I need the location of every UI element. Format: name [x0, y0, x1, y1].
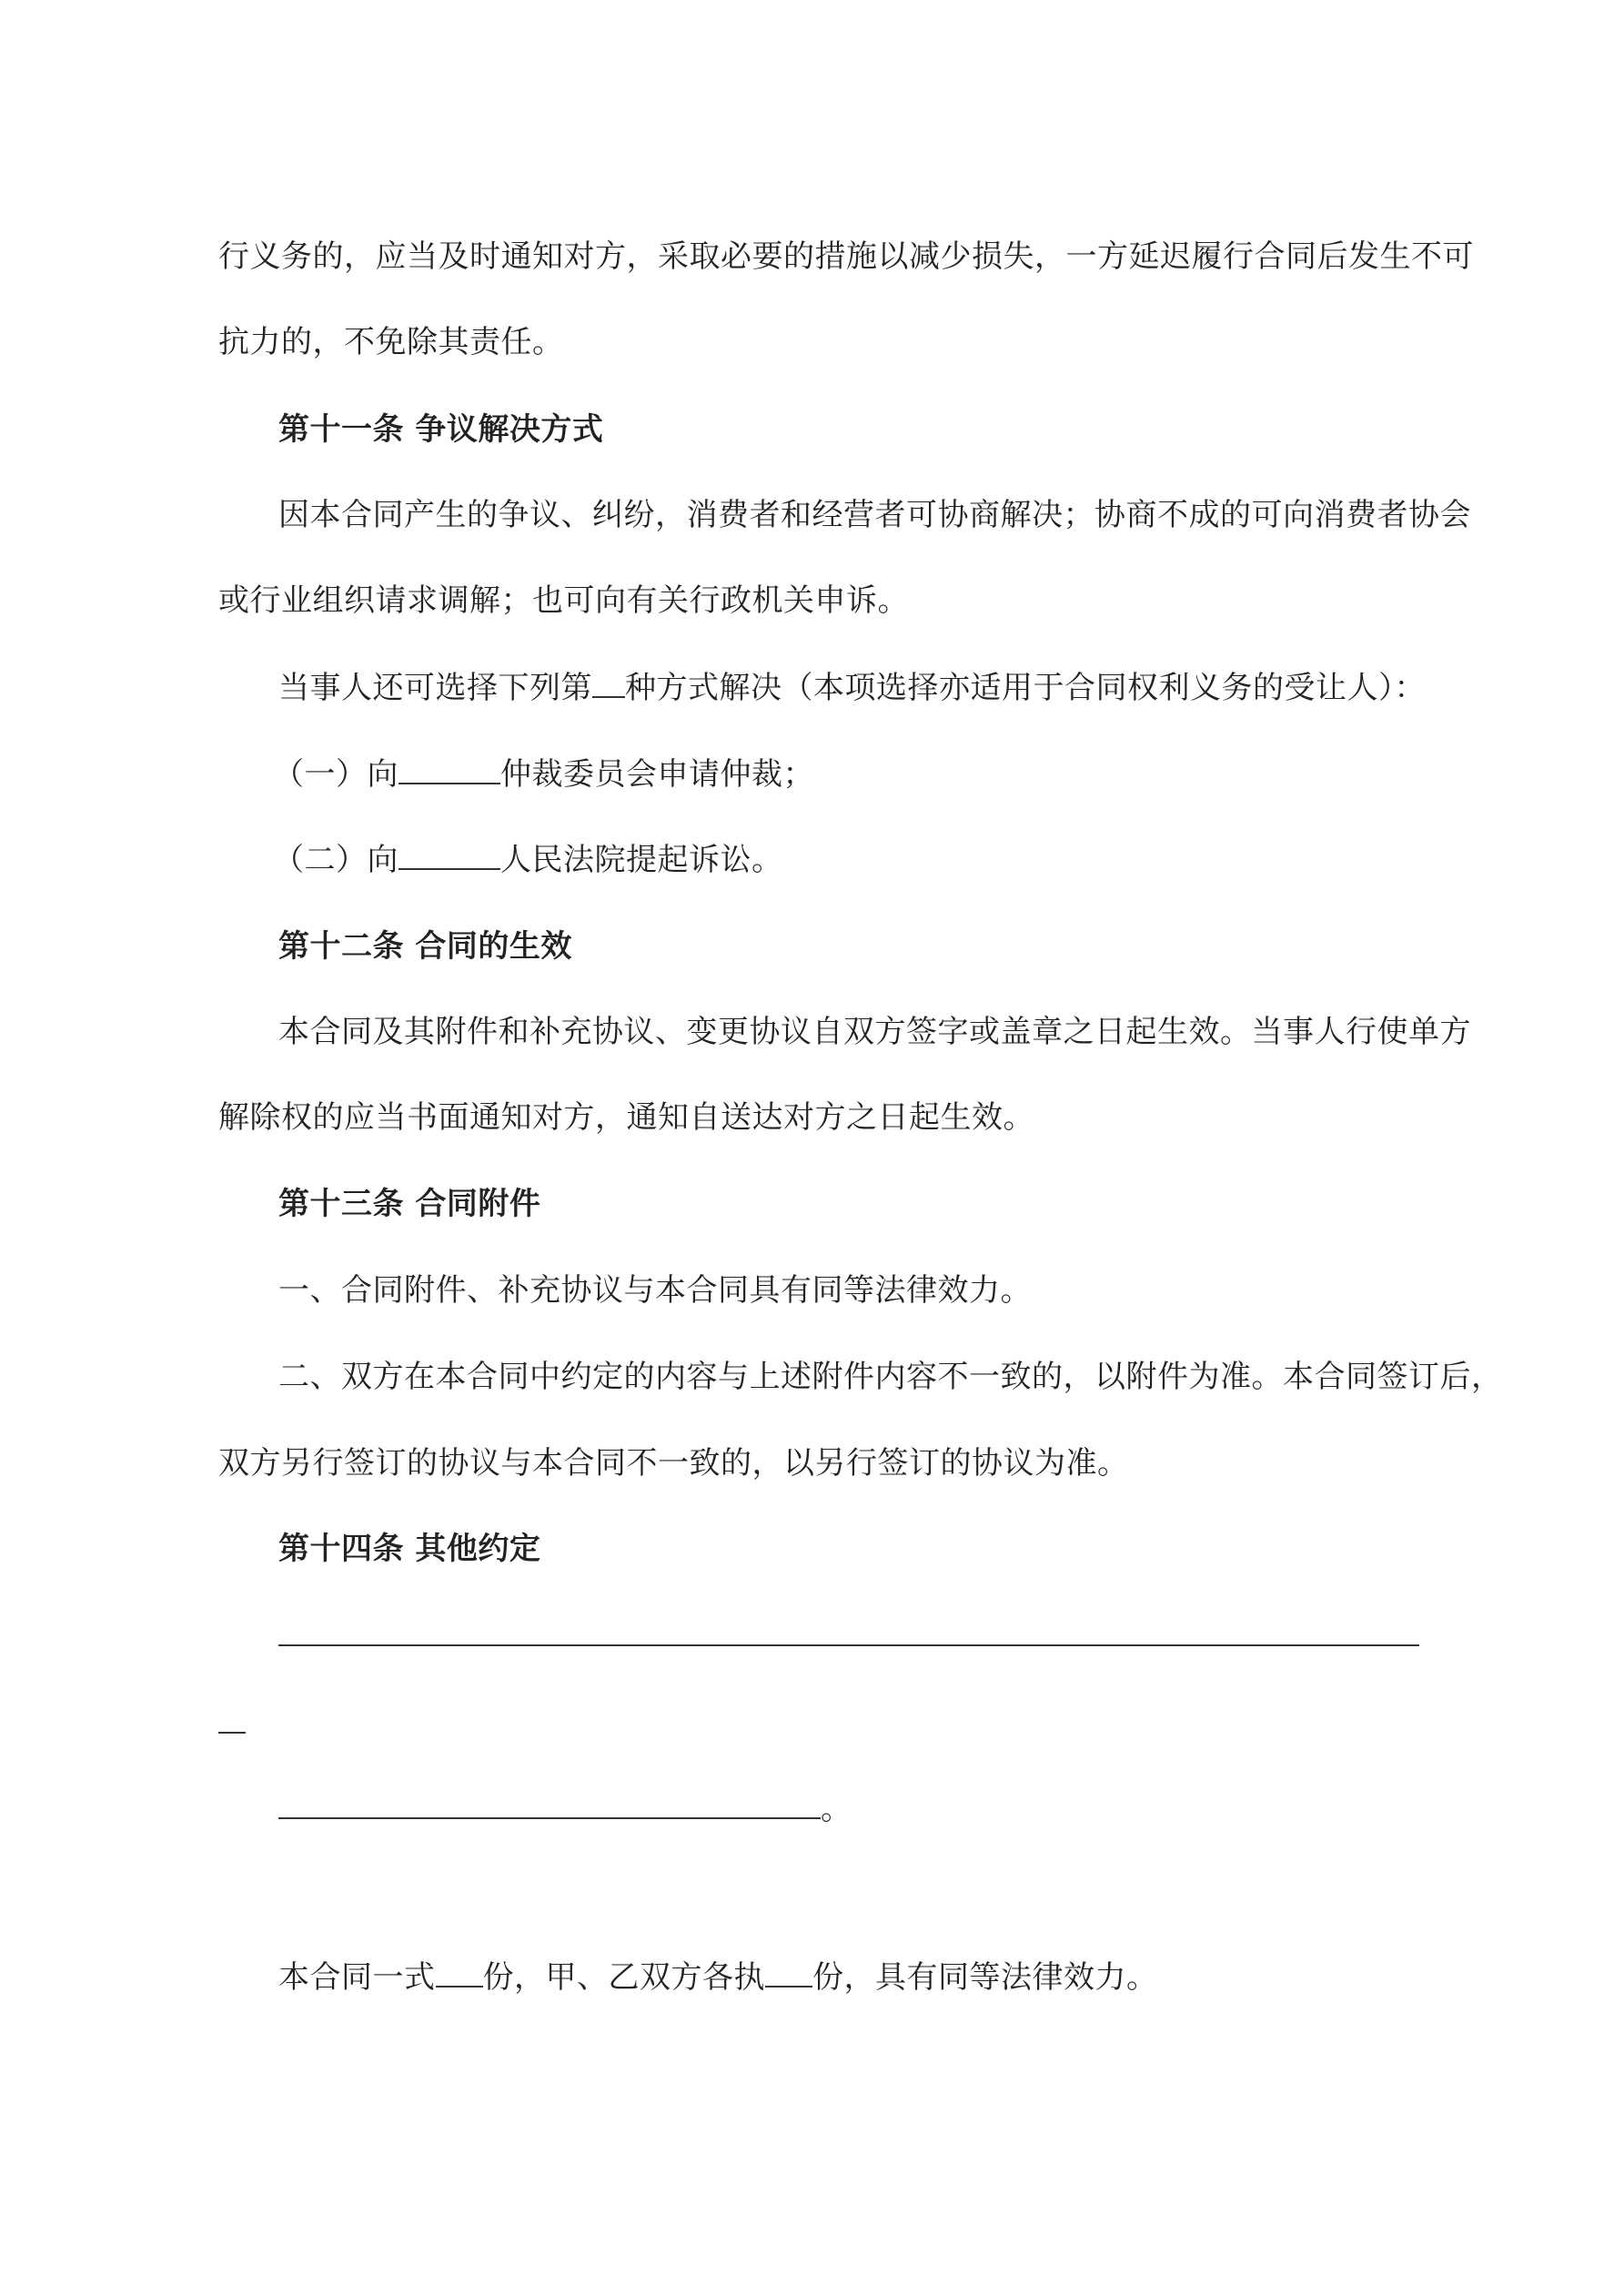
paragraph-line: 或行业组织请求调解；也可向有关行政机关申诉。 [218, 582, 909, 619]
dispute-choice-line [278, 669, 1479, 706]
paragraph-line: 双方另行签订的协议与本合同不一致的，以另行签订的协议为准。 [218, 1445, 1129, 1482]
option-litigation [273, 841, 1474, 878]
choice-blank [592, 669, 625, 698]
paragraph-line: 抗力的，不免除其责任。 [218, 324, 564, 360]
article-13-heading: 第十三条 合同附件 [278, 1186, 541, 1222]
paragraph-line: 二、双方在本合同中约定的内容与上述附件内容不一致的，以附件为准。本合同签订后， [278, 1359, 1503, 1395]
text-segment: 当事人还可选择下列第 [278, 670, 592, 706]
other-terms-blank [278, 1790, 821, 1819]
text-segment: 份，甲、乙双方各执 [482, 1959, 765, 1996]
option-arbitration [273, 755, 1474, 793]
text-segment: （一）向 [273, 756, 398, 793]
text-segment: 份，具有同等法律效力。 [812, 1959, 1158, 1996]
paragraph-line: 因本合同产生的争议、纠纷，消费者和经营者可协商解决；协商不成的可向消费者协会 [278, 497, 1471, 533]
text-segment: 种方式解决（本项选择亦适用于合同权利义务的受让人）： [625, 670, 1426, 706]
text-segment: 人民法院提起诉讼。 [500, 842, 783, 878]
article-11-heading: 第十一条 争议解决方式 [278, 411, 604, 448]
other-terms-rule [278, 1644, 1419, 1646]
copies-total-blank [436, 1958, 483, 1988]
paragraph-line: 本合同及其附件和补充协议、变更协议自双方签字或盖章之日起生效。当事人行使单方 [278, 1014, 1471, 1050]
paragraph-line: 一、合同附件、补充协议与本合同具有同等法律效力。 [278, 1272, 1032, 1309]
paragraph-line: 解除权的应当书面通知对方，通知自送达对方之日起生效。 [218, 1099, 1034, 1136]
other-terms-end-line [278, 1790, 1479, 1827]
copies-each-blank [765, 1958, 812, 1988]
text-segment: （二）向 [273, 842, 398, 878]
other-terms-rule-wrap [218, 1732, 246, 1734]
text-segment: 仲裁委员会申请仲裁； [500, 756, 814, 793]
article-14-heading: 第十四条 其他约定 [278, 1531, 541, 1567]
article-12-heading: 第十二条 合同的生效 [278, 928, 572, 965]
text-segment: 本合同一式 [278, 1959, 436, 1996]
court-blank [398, 841, 500, 870]
copies-line [278, 1958, 1479, 1996]
paragraph-line: 行义务的，应当及时通知对方，采取必要的措施以减少损失，一方延迟履行合同后发生不可 [218, 238, 1474, 275]
arbitration-blank [398, 755, 500, 784]
text-segment: 。 [821, 1791, 852, 1827]
